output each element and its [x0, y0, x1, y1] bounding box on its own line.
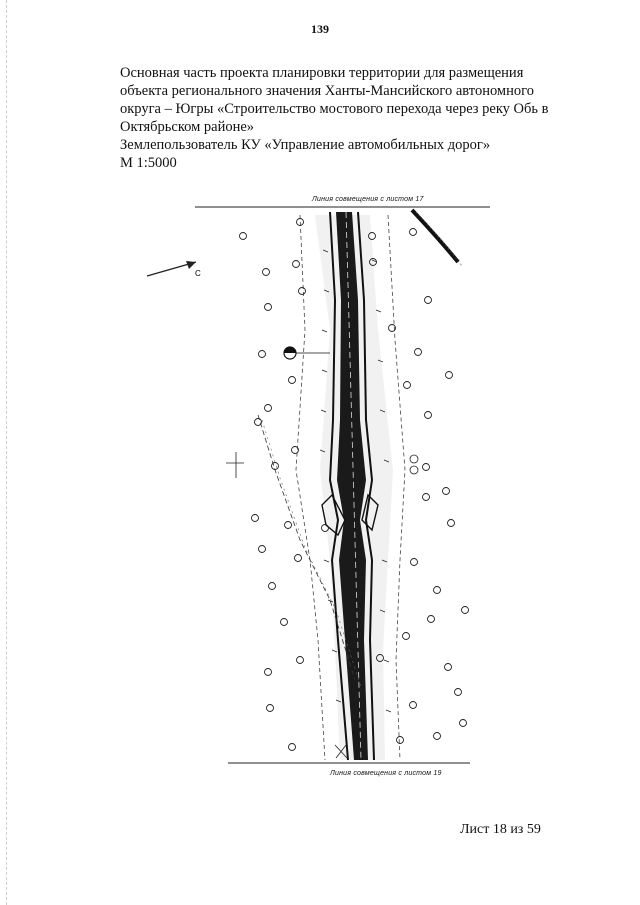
- header-line-4: Октябрьском районе»: [120, 119, 255, 135]
- land-user: Землепользователь КУ «Управление автомобильных дорог»: [120, 137, 491, 153]
- sheet-number: Лист 18 из 59: [460, 822, 541, 837]
- document-header: [120, 64, 580, 172]
- svg-text:С: С: [195, 269, 201, 278]
- header-line-3: округа – Югры «Строительство мостового перехода через реку Обь в: [120, 101, 549, 117]
- match-line-top-label: Линия совмещения с листом 17: [312, 196, 424, 203]
- match-line-bottom-label: Линия совмещения с листом 19: [330, 770, 442, 777]
- north-arrow-icon: [147, 261, 201, 278]
- page-number: 139: [311, 22, 329, 36]
- survey-cross-icon: [226, 452, 244, 478]
- settlement-marker-icon: [410, 455, 418, 474]
- header-line-2: объекта регионального значения Ханты-Мансийского автономного: [120, 83, 534, 99]
- side-road: [412, 210, 458, 262]
- row-boundary-left: [296, 215, 325, 760]
- utility-pole-icon: [284, 347, 330, 359]
- header-line-1: Основная часть проекта планировки территории для размещения: [120, 65, 524, 81]
- planning-map: [140, 190, 500, 790]
- page-binding-edge: [6, 0, 9, 905]
- map-scale: М 1:5000: [120, 155, 177, 171]
